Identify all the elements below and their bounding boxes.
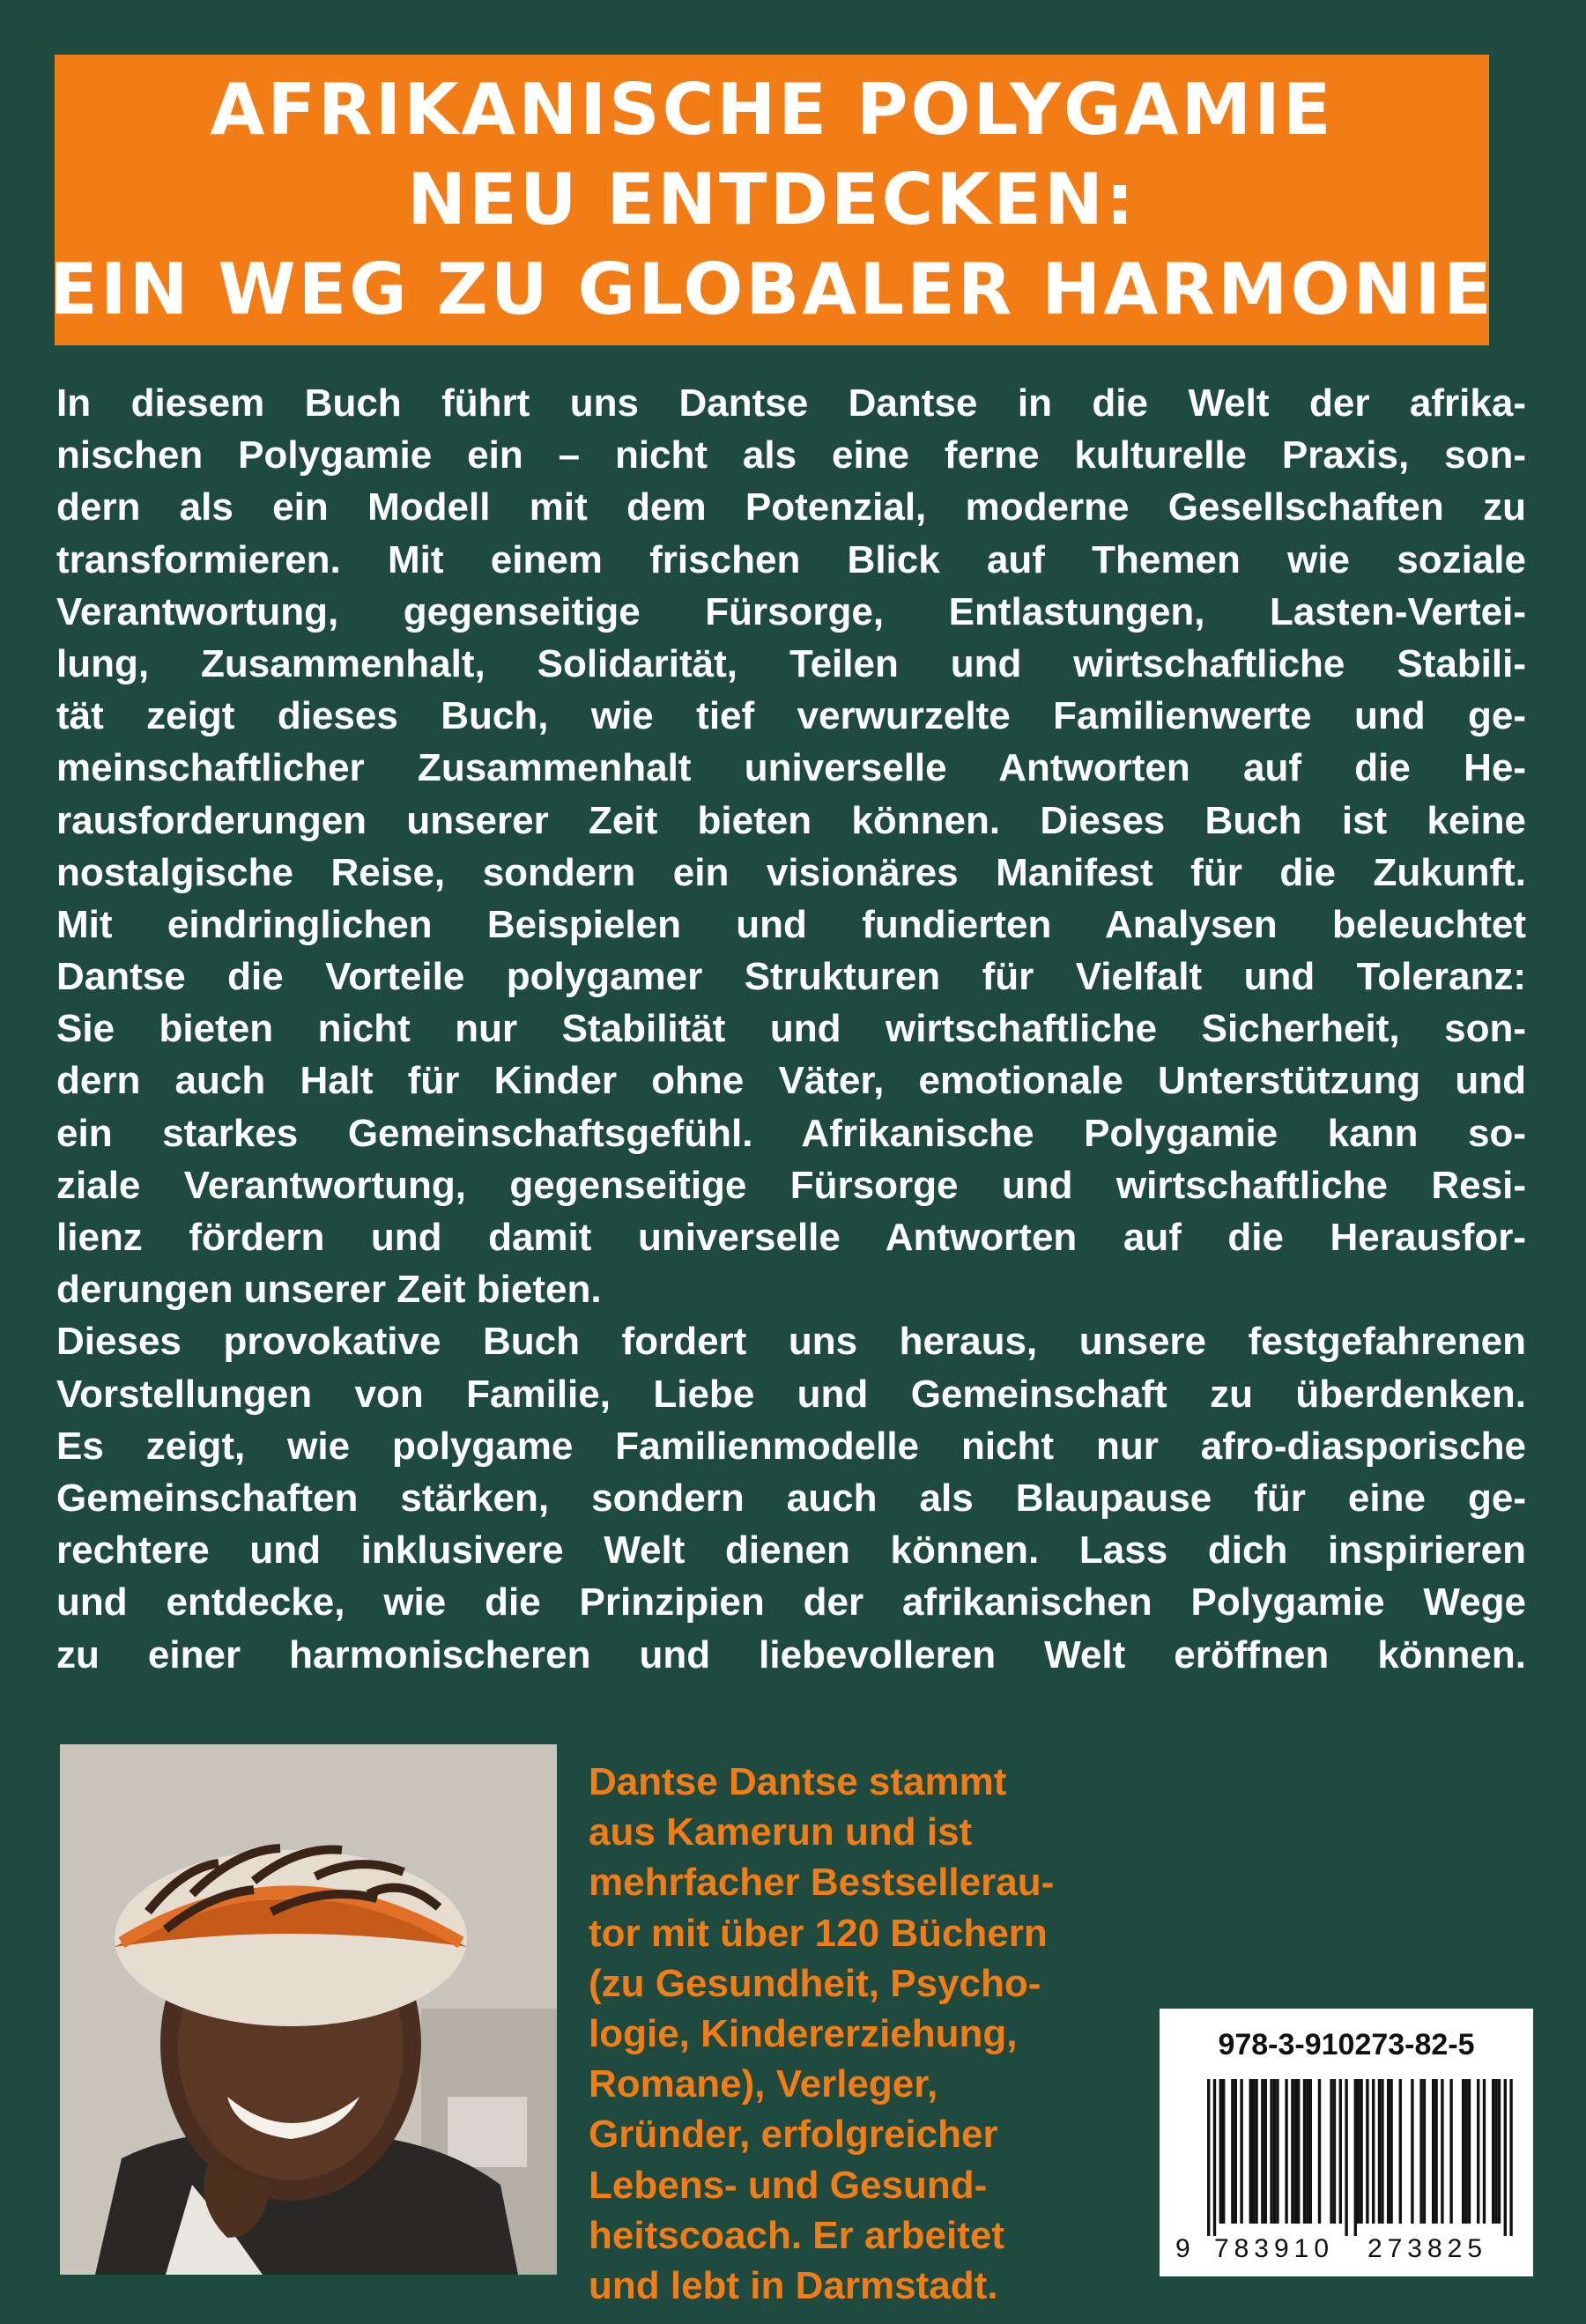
- barcode-bar: [1462, 2079, 1464, 2224]
- barcode-bar: [1270, 2079, 1272, 2224]
- title-line-1: AFRIKANISCHE POLYGAMIE: [210, 69, 1334, 151]
- barcode-bar: [1411, 2079, 1413, 2224]
- description-line: nostalgische Reise, sondern ein visionäres Manifest für die Zukunft.: [56, 850, 1526, 894]
- author-photo: [60, 1744, 557, 2275]
- bio-line: mehrfacher Bestsellerau-: [589, 1861, 1055, 1905]
- barcode-bar: [1273, 2079, 1276, 2224]
- bio-line: Dantse Dantse stammt: [589, 1760, 1007, 1803]
- barcode-bar: [1509, 2079, 1512, 2236]
- description-line: In diesem Buch führt uns Dantse Dantse in die Welt der afrika-: [56, 381, 1526, 425]
- book-description: [56, 377, 1526, 1681]
- barcode-bar: [1378, 2079, 1381, 2224]
- barcode-bar: [1432, 2079, 1434, 2224]
- barcode-bar: [1492, 2079, 1494, 2224]
- barcode-bar: [1434, 2079, 1437, 2224]
- barcode-bar: [1449, 2079, 1452, 2224]
- barcode-bar: [1504, 2079, 1507, 2236]
- barcode-bar: [1372, 2079, 1375, 2224]
- description-line: lung, Zusammenhalt, Solidarität, Teilen und wirtschaftliche Stabili-: [56, 641, 1526, 685]
- bio-line: Romane), Verleger,: [589, 2062, 938, 2106]
- bio-line: aus Kamerun und ist: [589, 1810, 973, 1854]
- description-line: Gemeinschaften stärken, sondern auch als Blaupause für eine ge-: [56, 1476, 1526, 1520]
- barcode-bar: [1468, 2079, 1471, 2224]
- bio-line: und lebt in Darmstadt.: [589, 2264, 998, 2308]
- barcode-bar: [1222, 2079, 1225, 2224]
- description-line: Mit eindringlichen Beispielen und fundierten Analysen beleuchtet: [56, 902, 1526, 946]
- bio-line: tor mit über 120 Büchern: [589, 1911, 1048, 1955]
- barcode-bar: [1255, 2079, 1257, 2224]
- bio-line: heitscoach. Er arbeitet: [589, 2213, 1004, 2257]
- description-line: derungen unserer Zeit bieten.: [56, 1268, 602, 1312]
- description-line: transformieren. Mit einem frischen Blick auf Themen wie soziale: [56, 537, 1526, 581]
- barcode-bar: [1219, 2079, 1222, 2224]
- description-line: zu einer harmonischeren und liebevolleren Welt eröffnen können.: [56, 1632, 1526, 1676]
- barcode-bar: [1276, 2079, 1278, 2224]
- bio-line: Gründer, erfolgreicher: [589, 2113, 998, 2157]
- title-line-3: EIN WEG ZU GLOBALER HARMONIE: [49, 248, 1494, 330]
- description-line: ein starkes Gemeinschaftsgefühl. Afrikanische Polygamie kann so-: [56, 1111, 1526, 1155]
- barcode-bar: [1354, 2079, 1357, 2236]
- barcode-bar: [1285, 2079, 1287, 2224]
- barcode-bar: [1357, 2079, 1360, 2224]
- description-line: Vorstellungen von Familie, Liebe und Gemeinschaft zu überdenken.: [56, 1372, 1526, 1416]
- barcode-bar: [1318, 2079, 1321, 2224]
- barcode-digit-first: 9: [1175, 2234, 1190, 2263]
- barcode-bar: [1494, 2079, 1497, 2224]
- barcode-bar: [1464, 2079, 1467, 2224]
- barcode-bar: [1477, 2079, 1479, 2224]
- isbn-label: 978-3-910273-82-5: [1218, 2028, 1475, 2061]
- description-line: und entdecke, wie die Prinzipien der afrikanischen Polygamie Wege: [56, 1580, 1526, 1625]
- barcode-bar: [1366, 2079, 1368, 2224]
- description-line: rechtere und inklusivere Welt dienen können. Lass dich inspirieren: [56, 1528, 1526, 1573]
- barcode-bar: [1252, 2079, 1255, 2224]
- barcode-bar: [1261, 2079, 1264, 2224]
- bio-line: logie, Kindererziehung,: [589, 2012, 1018, 2056]
- barcode-digits-right: 273825: [1367, 2234, 1488, 2263]
- bio-line: Lebens- und Gesund-: [589, 2163, 988, 2207]
- barcode-bar: [1390, 2079, 1392, 2224]
- title-line-2: NEU ENTDECKEN:: [407, 159, 1137, 241]
- barcode-bar: [1333, 2079, 1336, 2224]
- description-line: dern als ein Modell mit dem Potenzial, moderne Gesellschaften zu: [56, 485, 1526, 529]
- barcode-bar: [1345, 2079, 1347, 2236]
- description-line: meinschaftlicher Zusammenhalt universelle Antworten auf die He-: [56, 746, 1526, 790]
- barcode-bar: [1339, 2079, 1342, 2224]
- barcode-bar: [1306, 2079, 1308, 2224]
- barcode-bar: [1423, 2079, 1426, 2224]
- description-line: Dieses provokative Buch fordert uns heraus, unsere festgefahrenen: [56, 1320, 1526, 1364]
- description-line: Es zeigt, wie polygame Familienmodelle nicht nur afro-diasporische: [56, 1424, 1526, 1468]
- barcode-bar: [1294, 2079, 1297, 2224]
- barcode-bar: [1234, 2079, 1237, 2224]
- barcode-bar: [1309, 2079, 1312, 2224]
- barcode-digits-left: 783910: [1213, 2234, 1335, 2263]
- barcode-bars: [1172, 2079, 1521, 2264]
- barcode-bar: [1213, 2079, 1216, 2236]
- description-line: lienz fördern und damit universelle Antworten auf die Herausfor-: [56, 1216, 1526, 1259]
- barcode-bar: [1249, 2079, 1252, 2224]
- barcode-bar: [1297, 2079, 1300, 2224]
- isbn-barcode: [1160, 2009, 1533, 2276]
- barcode-bar: [1399, 2079, 1402, 2224]
- barcode-bar: [1387, 2079, 1390, 2224]
- bio-line: (zu Gesundheit, Psycho-: [589, 1961, 1041, 2005]
- description-line: rausforderungen unserer Zeit bieten können. Dieses Buch ist keine: [56, 798, 1526, 842]
- description-line: tät zeigt dieses Buch, wie tief verwurzelte Familienwerte und ge-: [56, 694, 1526, 738]
- barcode-bar: [1381, 2079, 1383, 2224]
- barcode-bar: [1207, 2079, 1210, 2236]
- description-line: nischen Polygamie ein – nicht als eine ferne kulturelle Praxis, son-: [56, 433, 1526, 477]
- barcode-bar: [1483, 2079, 1486, 2224]
- description-line: ziale Verantwortung, gegenseitige Fürsorge und wirtschaftliche Resi-: [56, 1163, 1526, 1207]
- author-bio: [589, 1757, 1152, 2311]
- barcode-bar: [1498, 2079, 1501, 2224]
- barcode-bar: [1231, 2079, 1234, 2224]
- description-line: Sie bieten nicht nur Stabilität und wirtschaftliche Sicherheit, son-: [56, 1007, 1526, 1051]
- barcode-bar: [1441, 2079, 1443, 2224]
- barcode-bar: [1291, 2079, 1293, 2224]
- barcode-bar: [1330, 2079, 1332, 2224]
- barcode-bar: [1419, 2079, 1422, 2224]
- barcode-bar: [1240, 2079, 1242, 2224]
- barcode-bar: [1264, 2079, 1267, 2224]
- description-line: dern auch Halt für Kinder ohne Väter, emotionale Unterstützung und: [56, 1059, 1526, 1103]
- barcode-bar: [1360, 2079, 1362, 2224]
- barcode-bar: [1303, 2079, 1306, 2224]
- title-banner: [49, 55, 1494, 345]
- description-line: Dantse die Vorteile polygamer Strukturen für Vielfalt und Toleranz:: [56, 955, 1526, 999]
- description-line: Verantwortung, gegenseitige Fürsorge, Entlastungen, Lasten-Vertei-: [56, 589, 1526, 633]
